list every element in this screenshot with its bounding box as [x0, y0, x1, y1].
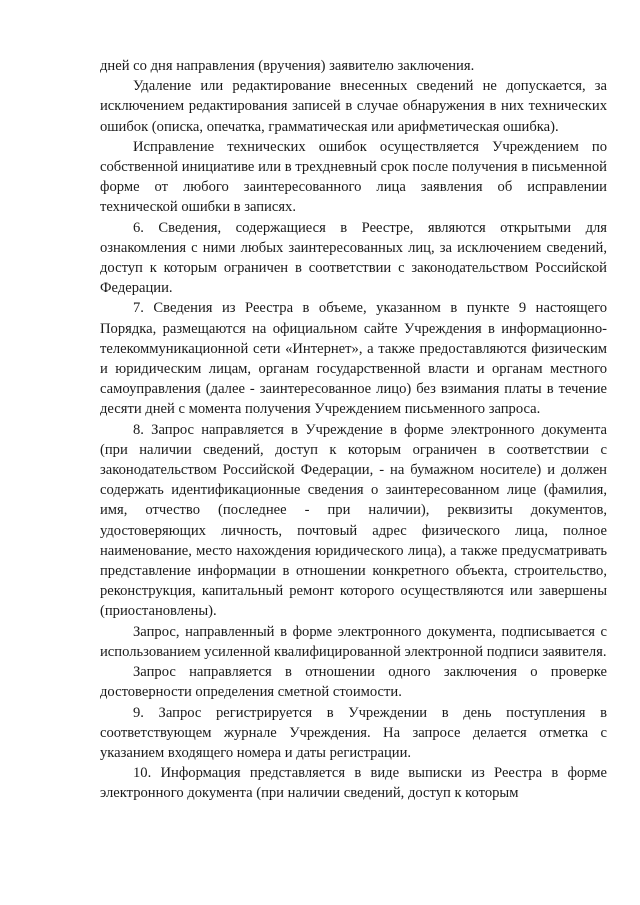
paragraph-deletion-rules: Удаление или редактирование внесенных сведений не допускается, за исключением редактирования записей в случае обнаружения в них технических ошибок (описка, опечатка, грамматическая или арифметическая ошибка).: [100, 78, 607, 135]
document-page: [100, 56, 607, 804]
paragraph-continuation: дней со дня направления (вручения) заявителю заключения.: [100, 58, 475, 74]
paragraph-single-conclusion: Запрос направляется в отношении одного заключения о проверке достоверности определения сметной стоимости.: [100, 664, 607, 701]
paragraph-error-correction: Исправление технических ошибок осуществляется Учреждением по собственной инициативе или в трехдневный срок после получения в письменной форме от любого заинтересованного лица заявления об исправлении технической ошибки в записях.: [100, 138, 607, 216]
paragraph-item-6: 6. Сведения, содержащиеся в Реестре, являются открытыми для ознакомления с ними любых заинтересованных лиц, за исключением сведений, доступ к которым ограничен в соответствии с законодательством Российской Федерации.: [100, 219, 607, 297]
paragraph-item-8: 8. Запрос направляется в Учреждение в форме электронного документа (при наличии сведений, доступ к которым ограничен в соответствии с законодательством Российской Федерации, - на бумажном носителе) и должен содержать идентификационные сведения о заинтересованном лице (фамилия, имя, отчество (последнее - при наличии), реквизиты документов, удостоверяющих личность, почтовый адрес физического лица, полное наименование, место нахождения юридического лица), а также предусматривать представление информации в отношении конкретного объекта, строительство, реконструкция, капитальный ремонт которого осуществляются или завершены (приостановлены).: [100, 421, 607, 620]
paragraph-item-7: 7. Сведения из Реестра в объеме, указанном в пункте 9 настоящего Порядка, размещаются на официальном сайте Учреждения в информационно-телекоммуникационной сети «Интернет», а также предоставляются физическим и юридическим лицам, органам государственной власти и органам местного самоуправления (далее - заинтересованное лицо) без взимания платы в течение десяти дней с момента получения Учреждением письменного запроса.: [100, 300, 607, 418]
paragraph-item-9: 9. Запрос регистрируется в Учреждении в день поступления в соответствующем журнале Учреждения. На запросе делается отметка с указанием входящего номера и даты регистрации.: [100, 704, 607, 761]
paragraph-item-10: 10. Информация представляется в виде выписки из Реестра в форме электронного документа (при наличии сведений, доступ к которым: [100, 765, 607, 802]
paragraph-electronic-signature: Запрос, направленный в форме электронного документа, подписывается с использованием усиленной квалифицированной электронной подписи заявителя.: [100, 623, 607, 660]
